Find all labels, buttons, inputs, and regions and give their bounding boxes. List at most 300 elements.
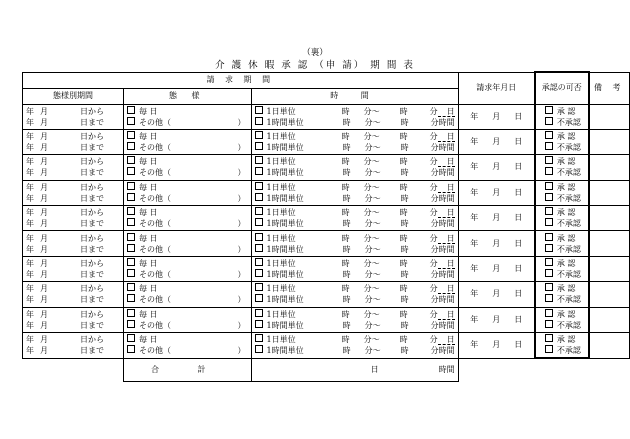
from-min-label: 分～ — [364, 193, 381, 203]
approved-checkbox[interactable] — [545, 233, 553, 241]
request-date-cell — [458, 104, 535, 129]
other-label: その他（ — [139, 346, 171, 356]
hour-unit-label: 時間 — [438, 168, 455, 178]
remarks-cell[interactable] — [589, 104, 630, 129]
from-label: 日から — [80, 157, 104, 167]
total-label: 合 計 — [124, 358, 252, 381]
every-day-checkbox[interactable] — [127, 309, 135, 317]
hours-cell — [251, 307, 458, 332]
not-approved-label: 不承認 — [556, 320, 581, 330]
month-label: 月 — [40, 335, 48, 345]
one-hour-label: 1時間単位 — [266, 143, 304, 153]
period-cell — [23, 104, 124, 129]
date-year-label: 年 — [470, 137, 479, 147]
one-day-checkbox[interactable] — [255, 182, 263, 190]
approved-checkbox[interactable] — [545, 283, 553, 291]
approved-label: 承 認 — [556, 309, 576, 319]
approved-checkbox[interactable] — [545, 258, 553, 266]
from-min-label: 分～ — [363, 335, 380, 345]
hour-label: 時 — [400, 219, 409, 229]
approved-checkbox[interactable] — [545, 156, 553, 164]
hour-unit-label: 時間 — [438, 117, 455, 127]
not-approved-checkbox[interactable] — [545, 218, 553, 226]
approved-label: 承 認 — [556, 132, 576, 142]
not-approved-label: 不承認 — [556, 270, 581, 280]
one-day-checkbox[interactable] — [255, 106, 263, 114]
approved-label: 承 認 — [556, 182, 576, 192]
every-day-label: 毎 日 — [139, 233, 158, 243]
request-date-cell — [458, 180, 535, 205]
table-row — [23, 307, 630, 332]
every-day-label: 毎 日 — [139, 182, 158, 192]
one-day-checkbox[interactable] — [255, 283, 263, 291]
from-min-label: 分～ — [363, 309, 380, 319]
close-paren: ） — [237, 143, 246, 153]
month-label: 月 — [40, 219, 48, 229]
mode-cell — [124, 129, 252, 154]
hour-label: 時 — [341, 132, 350, 142]
every-day-checkbox[interactable] — [127, 334, 135, 342]
hour-unit-label: 時間 — [438, 244, 455, 254]
year-label: 年 — [26, 309, 34, 319]
remarks-cell[interactable] — [589, 129, 630, 154]
table-row — [23, 231, 630, 256]
one-hour-checkbox[interactable] — [255, 117, 263, 125]
date-year-label: 年 — [470, 162, 479, 172]
one-hour-label: 1時間単位 — [266, 193, 304, 203]
period-cell — [23, 155, 124, 180]
other-checkbox[interactable] — [127, 345, 135, 353]
other-label: その他（ — [139, 219, 171, 229]
month-label: 月 — [40, 168, 48, 178]
from-label: 日から — [80, 106, 104, 116]
from-label: 日から — [80, 309, 104, 319]
not-approved-label: 不承認 — [556, 193, 581, 203]
date-year-label: 年 — [470, 264, 479, 274]
hour-label: 時 — [341, 182, 350, 192]
to-min-label: 分 — [430, 244, 439, 254]
from-min-label: 分～ — [363, 284, 380, 294]
date-day-label: 日 — [514, 137, 523, 147]
every-day-checkbox[interactable] — [127, 156, 135, 164]
month-label: 月 — [40, 233, 48, 243]
not-approved-checkbox[interactable] — [545, 193, 553, 201]
one-hour-checkbox[interactable] — [255, 320, 263, 328]
hours-cell — [251, 180, 458, 205]
year-label: 年 — [26, 182, 34, 192]
period-cell — [23, 129, 124, 154]
one-hour-checkbox[interactable] — [255, 269, 263, 277]
not-approved-checkbox[interactable] — [545, 345, 553, 353]
one-day-checkbox[interactable] — [255, 207, 263, 215]
mode-cell — [124, 333, 252, 359]
other-label: その他（ — [139, 193, 171, 203]
hours-cell — [251, 129, 458, 154]
approved-label: 承 認 — [556, 208, 576, 218]
hour-label: 時 — [341, 233, 350, 243]
approved-checkbox[interactable] — [545, 182, 553, 190]
month-label: 月 — [40, 259, 48, 269]
not-approved-checkbox[interactable] — [545, 167, 553, 175]
back-side-label: （裏） — [302, 48, 328, 58]
one-day-checkbox[interactable] — [255, 258, 263, 266]
every-day-label: 毎 日 — [139, 284, 158, 294]
date-month-label: 月 — [492, 314, 501, 324]
approval-cell — [535, 307, 589, 332]
every-day-label: 毎 日 — [139, 157, 158, 167]
approval-cell — [535, 180, 589, 205]
to-min-label: 分 — [429, 259, 438, 269]
year-label: 年 — [26, 208, 34, 218]
leave-period-table — [22, 71, 630, 382]
hour-label: 時 — [400, 193, 409, 203]
hour-label: 時 — [399, 233, 408, 243]
not-approved-label: 不承認 — [556, 168, 581, 178]
one-hour-checkbox[interactable] — [255, 167, 263, 175]
every-day-checkbox[interactable] — [127, 233, 135, 241]
until-label: 日まで — [80, 320, 104, 330]
request-period-header: 請 求 期 間 — [23, 72, 459, 88]
every-day-checkbox[interactable] — [127, 207, 135, 215]
hour-label: 時 — [342, 219, 351, 229]
date-month-label: 月 — [492, 264, 501, 274]
one-day-checkbox[interactable] — [255, 309, 263, 317]
close-paren: ） — [237, 193, 246, 203]
remarks-cell[interactable] — [589, 256, 630, 281]
period-cell — [23, 180, 124, 205]
hours-cell — [251, 155, 458, 180]
period-cell — [23, 256, 124, 281]
period-cell — [23, 282, 124, 307]
one-hour-checkbox[interactable] — [255, 244, 263, 252]
hour-label: 時 — [342, 320, 351, 330]
total-days-label: 日 — [370, 364, 379, 374]
hours-cell — [251, 206, 458, 231]
remarks-cell[interactable] — [589, 307, 630, 332]
to-min-label: 分 — [429, 132, 438, 142]
hour-label: 時 — [341, 259, 350, 269]
remarks-cell[interactable] — [589, 155, 630, 180]
mode-cell — [124, 307, 252, 332]
from-min-label: 分～ — [364, 168, 381, 178]
date-month-label: 月 — [492, 137, 501, 147]
approval-cell — [535, 206, 589, 231]
table-row — [23, 206, 630, 231]
remarks-cell[interactable] — [589, 231, 630, 256]
hour-label: 時 — [399, 208, 408, 218]
month-label: 月 — [40, 157, 48, 167]
from-min-label: 分～ — [364, 143, 381, 153]
hours-cell — [251, 256, 458, 281]
every-day-label: 毎 日 — [139, 309, 158, 319]
until-label: 日まで — [80, 117, 104, 127]
hour-label: 時 — [342, 346, 351, 356]
to-min-label: 分 — [430, 193, 439, 203]
approval-cell — [535, 155, 589, 180]
one-day-label: 1日単位 — [266, 233, 296, 243]
remarks-cell[interactable] — [589, 206, 630, 231]
month-label: 月 — [40, 244, 48, 254]
close-paren: ） — [237, 270, 246, 280]
from-min-label: 分～ — [363, 208, 380, 218]
to-min-label: 分 — [429, 157, 438, 167]
from-min-label: 分～ — [363, 106, 380, 116]
mode-cell — [124, 155, 252, 180]
day-unit-label: 日 — [438, 334, 455, 345]
document-title: 介 護 休 暇 承 認 （申 請） 期 間 表 — [215, 60, 415, 71]
remarks-cell[interactable] — [589, 333, 630, 359]
year-label: 年 — [26, 346, 34, 356]
hour-unit-label: 時間 — [438, 193, 455, 203]
approved-label: 承 認 — [556, 233, 576, 243]
other-checkbox[interactable] — [127, 320, 135, 328]
one-hour-checkbox[interactable] — [255, 142, 263, 150]
approved-checkbox[interactable] — [545, 309, 553, 317]
hour-label: 時 — [342, 295, 351, 305]
date-year-label: 年 — [470, 314, 479, 324]
one-hour-checkbox[interactable] — [255, 218, 263, 226]
approved-checkbox[interactable] — [545, 131, 553, 139]
hour-label: 時 — [399, 182, 408, 192]
date-day-label: 日 — [514, 213, 523, 223]
close-paren: ） — [237, 117, 246, 127]
until-label: 日まで — [80, 193, 104, 203]
one-hour-label: 1時間単位 — [266, 346, 304, 356]
day-unit-label: 日 — [438, 106, 455, 117]
other-label: その他（ — [139, 270, 171, 280]
hour-label: 時 — [342, 244, 351, 254]
hour-unit-label: 時間 — [438, 295, 455, 305]
year-label: 年 — [26, 106, 34, 116]
approval-cell — [535, 333, 589, 359]
until-label: 日まで — [80, 295, 104, 305]
hours-cell — [251, 282, 458, 307]
from-label: 日から — [80, 208, 104, 218]
until-label: 日まで — [80, 244, 104, 254]
from-min-label: 分～ — [364, 295, 381, 305]
date-month-label: 月 — [492, 187, 501, 197]
one-hour-checkbox[interactable] — [255, 345, 263, 353]
from-min-label: 分～ — [364, 270, 381, 280]
month-label: 月 — [40, 193, 48, 203]
other-checkbox[interactable] — [127, 269, 135, 277]
month-label: 月 — [40, 132, 48, 142]
hours-cell — [251, 104, 458, 129]
every-day-label: 毎 日 — [139, 132, 158, 142]
hour-label: 時 — [342, 168, 351, 178]
close-paren: ） — [237, 168, 246, 178]
year-label: 年 — [26, 193, 34, 203]
not-approved-label: 不承認 — [556, 346, 581, 356]
date-day-label: 日 — [514, 238, 523, 248]
other-checkbox[interactable] — [127, 117, 135, 125]
not-approved-checkbox[interactable] — [545, 294, 553, 302]
year-label: 年 — [26, 143, 34, 153]
to-min-label: 分 — [430, 346, 439, 356]
other-label: その他（ — [139, 117, 171, 127]
month-label: 月 — [40, 309, 48, 319]
other-checkbox[interactable] — [127, 142, 135, 150]
approved-checkbox[interactable] — [545, 207, 553, 215]
not-approved-label: 不承認 — [556, 295, 581, 305]
other-checkbox[interactable] — [127, 167, 135, 175]
hour-label: 時 — [399, 284, 408, 294]
one-day-label: 1日単位 — [266, 259, 296, 269]
from-label: 日から — [80, 132, 104, 142]
hour-label: 時 — [400, 168, 409, 178]
date-year-label: 年 — [470, 187, 479, 197]
date-year-label: 年 — [470, 340, 479, 350]
one-hour-label: 1時間単位 — [266, 244, 304, 254]
total-row — [23, 358, 630, 381]
other-label: その他（ — [139, 143, 171, 153]
not-approved-checkbox[interactable] — [545, 117, 553, 125]
table-row — [23, 129, 630, 154]
not-approved-checkbox[interactable] — [545, 244, 553, 252]
hour-label: 時 — [400, 143, 409, 153]
approved-checkbox[interactable] — [545, 106, 553, 114]
table-row — [23, 256, 630, 281]
hour-label: 時 — [399, 106, 408, 116]
date-month-label: 月 — [492, 289, 501, 299]
hour-label: 時 — [400, 320, 409, 330]
to-min-label: 分 — [430, 117, 439, 127]
one-hour-label: 1時間単位 — [266, 117, 304, 127]
date-year-label: 年 — [470, 238, 479, 248]
hour-label: 時 — [399, 157, 408, 167]
period-cell — [23, 231, 124, 256]
request-date-cell — [458, 206, 535, 231]
approval-cell — [535, 129, 589, 154]
remarks-cell[interactable] — [589, 180, 630, 205]
hour-unit-label: 時間 — [438, 143, 455, 153]
to-min-label: 分 — [430, 168, 439, 178]
year-label: 年 — [26, 270, 34, 280]
month-label: 月 — [40, 117, 48, 127]
mode-header: 態 様 — [124, 88, 252, 104]
year-label: 年 — [26, 295, 34, 305]
one-hour-checkbox[interactable] — [255, 294, 263, 302]
every-day-label: 毎 日 — [139, 208, 158, 218]
date-year-label: 年 — [470, 289, 479, 299]
period-cell — [23, 206, 124, 231]
mode-cell — [124, 104, 252, 129]
hour-label: 時 — [342, 143, 351, 153]
one-hour-label: 1時間単位 — [266, 219, 304, 229]
to-min-label: 分 — [429, 233, 438, 243]
not-approved-label: 不承認 — [556, 219, 581, 229]
date-day-label: 日 — [514, 340, 523, 350]
month-label: 月 — [40, 320, 48, 330]
approved-checkbox[interactable] — [545, 334, 553, 342]
to-min-label: 分 — [430, 295, 439, 305]
month-label: 月 — [40, 106, 48, 116]
approval-cell — [535, 104, 589, 129]
every-day-checkbox[interactable] — [127, 131, 135, 139]
total-hours-label: 時間 — [438, 364, 455, 374]
hour-label: 時 — [341, 284, 350, 294]
one-day-checkbox[interactable] — [255, 131, 263, 139]
approved-label: 承 認 — [556, 157, 576, 167]
request-date-cell — [458, 333, 535, 359]
year-label: 年 — [26, 320, 34, 330]
total-value-cell — [251, 358, 458, 381]
not-approved-checkbox[interactable] — [545, 142, 553, 150]
every-day-checkbox[interactable] — [127, 283, 135, 291]
from-label: 日から — [80, 182, 104, 192]
period-cell — [23, 333, 124, 359]
remarks-header: 備 考 — [589, 72, 630, 104]
approved-label: 承 認 — [556, 259, 576, 269]
every-day-checkbox[interactable] — [127, 106, 135, 114]
hour-label: 時 — [400, 270, 409, 280]
every-day-label: 毎 日 — [139, 106, 158, 116]
other-checkbox[interactable] — [127, 244, 135, 252]
hour-unit-label: 時間 — [438, 270, 455, 280]
hour-label: 時 — [342, 117, 351, 127]
day-unit-label: 日 — [438, 309, 455, 320]
hour-unit-label: 時間 — [438, 346, 455, 356]
not-approved-label: 不承認 — [556, 244, 581, 254]
until-label: 日まで — [80, 143, 104, 153]
every-day-checkbox[interactable] — [127, 258, 135, 266]
day-unit-label: 日 — [438, 258, 455, 269]
table-row — [23, 333, 630, 359]
request-date-cell — [458, 282, 535, 307]
remarks-cell[interactable] — [589, 282, 630, 307]
other-checkbox[interactable] — [127, 193, 135, 201]
table-row — [23, 155, 630, 180]
date-year-label: 年 — [470, 213, 479, 223]
not-approved-checkbox[interactable] — [545, 320, 553, 328]
hour-label: 時 — [399, 309, 408, 319]
month-label: 月 — [40, 143, 48, 153]
one-day-checkbox[interactable] — [255, 233, 263, 241]
one-day-checkbox[interactable] — [255, 334, 263, 342]
one-hour-label: 1時間単位 — [266, 320, 304, 330]
hour-label: 時 — [342, 270, 351, 280]
other-checkbox[interactable] — [127, 294, 135, 302]
other-checkbox[interactable] — [127, 218, 135, 226]
to-min-label: 分 — [430, 270, 439, 280]
mode-cell — [124, 206, 252, 231]
one-day-label: 1日単位 — [266, 309, 296, 319]
day-unit-label: 日 — [438, 233, 455, 244]
mode-cell — [124, 231, 252, 256]
until-label: 日まで — [80, 219, 104, 229]
request-date-cell — [458, 155, 535, 180]
to-min-label: 分 — [430, 143, 439, 153]
from-min-label: 分～ — [363, 157, 380, 167]
to-min-label: 分 — [429, 284, 438, 294]
from-min-label: 分～ — [363, 182, 380, 192]
one-day-checkbox[interactable] — [255, 156, 263, 164]
year-label: 年 — [26, 157, 34, 167]
not-approved-checkbox[interactable] — [545, 269, 553, 277]
one-hour-label: 1時間単位 — [266, 270, 304, 280]
approved-label: 承 認 — [556, 284, 576, 294]
date-year-label: 年 — [470, 111, 479, 121]
one-hour-checkbox[interactable] — [255, 193, 263, 201]
every-day-checkbox[interactable] — [127, 182, 135, 190]
month-label: 月 — [40, 270, 48, 280]
from-min-label: 分～ — [364, 320, 381, 330]
date-day-label: 日 — [514, 187, 523, 197]
to-min-label: 分 — [429, 208, 438, 218]
month-label: 月 — [40, 208, 48, 218]
month-label: 月 — [40, 346, 48, 356]
day-unit-label: 日 — [438, 283, 455, 294]
